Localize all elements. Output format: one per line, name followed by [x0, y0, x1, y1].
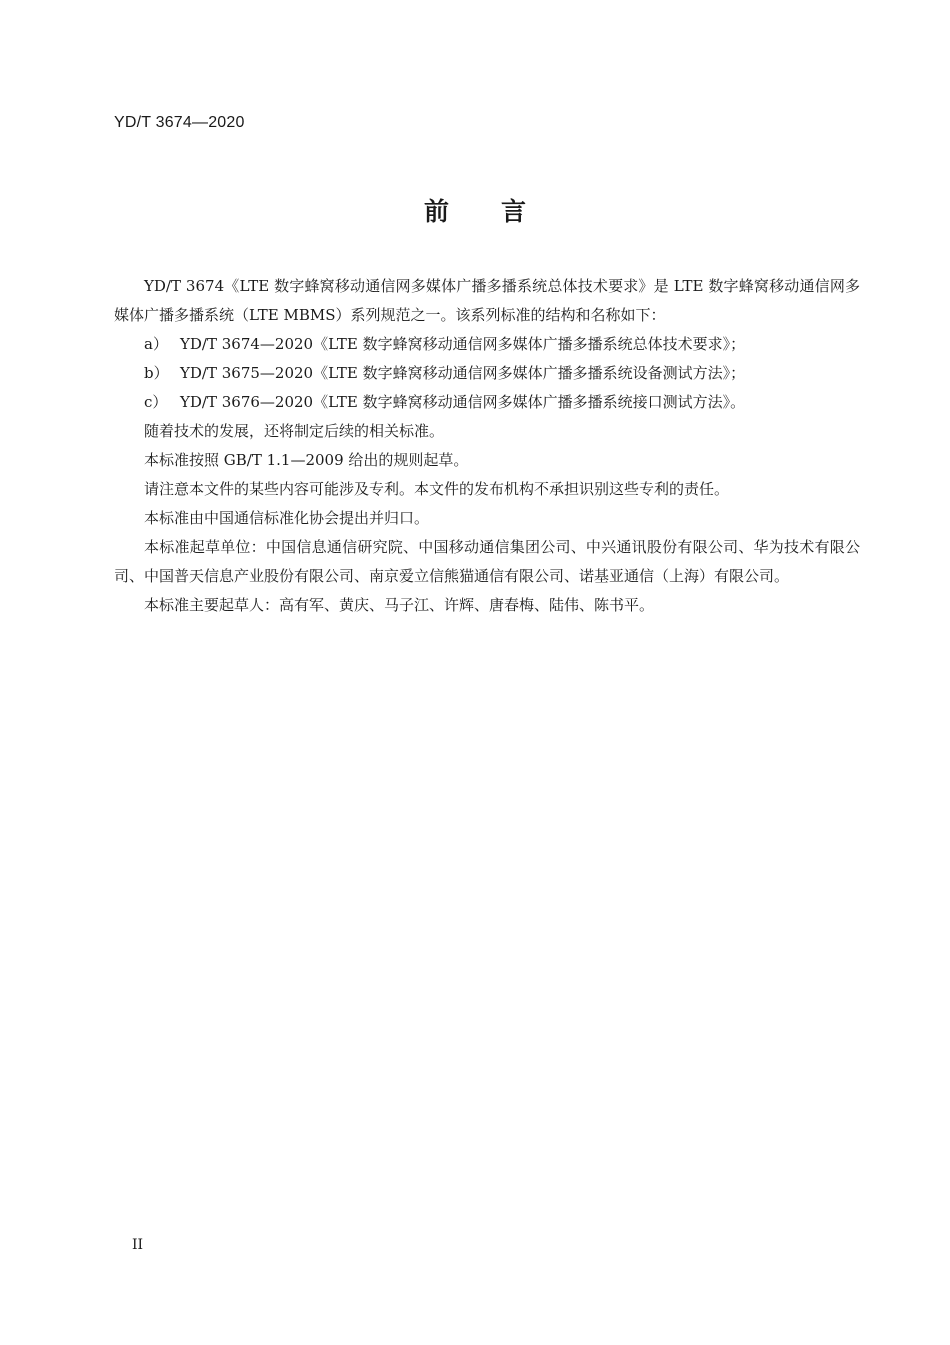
paragraph-drafting-rules: 本标准按照 GB/T 1.1—2009 给出的规则起草。	[144, 451, 469, 469]
list-item-text: YD/T 3674—2020《LTE 数字蜂窝移动通信网多媒体广播多播系统总体技术要求》；	[180, 335, 746, 353]
standard-code-header: YD/T 3674—2020	[114, 114, 245, 131]
series-item-b	[114, 359, 860, 388]
paragraph-drafting-units: 本标准起草单位：中国信息通信研究院、中国移动通信集团公司、中兴通讯股份有限公司、华为技术有限公司、中国普天信息产业股份有限公司、南京爱立信熊猫通信有限公司、诺基亚通信（上海）有限公司。	[114, 538, 860, 585]
series-item-a	[114, 330, 860, 359]
paragraph-patent-notice: 请注意本文件的某些内容可能涉及专利。本文件的发布机构不承担识别这些专利的责任。	[144, 480, 730, 498]
page-title: 前言	[423, 197, 578, 226]
list-marker: c）	[144, 393, 168, 411]
list-marker: a）	[144, 335, 168, 353]
intro-paragraph: YD/T 3674《LTE 数字蜂窝移动通信网多媒体广播多播系统总体技术要求》是 LTE 数字蜂窝移动通信网多媒体广播多播系统（LTE MBMS）系列规范之一。该系列标准的结构和名称如下：	[114, 277, 860, 324]
series-item-c	[114, 388, 860, 417]
list-marker: b）	[144, 364, 169, 382]
paragraph-proposer: 本标准由中国通信标准化协会提出并归口。	[144, 509, 430, 527]
foreword-body	[114, 272, 860, 620]
list-item-text: YD/T 3675—2020《LTE 数字蜂窝移动通信网多媒体广播多播系统设备测试方法》；	[180, 364, 746, 382]
list-item-text: YD/T 3676—2020《LTE 数字蜂窝移动通信网多媒体广播多播系统接口测试方法》。	[180, 393, 746, 411]
page-number: II	[132, 1237, 144, 1253]
paragraph-drafters: 本标准主要起草人：高有军、黄庆、马子江、许辉、唐春梅、陆伟、陈书平。	[144, 596, 655, 614]
paragraph-future-standards: 随着技术的发展，还将制定后续的相关标准。	[144, 422, 445, 440]
